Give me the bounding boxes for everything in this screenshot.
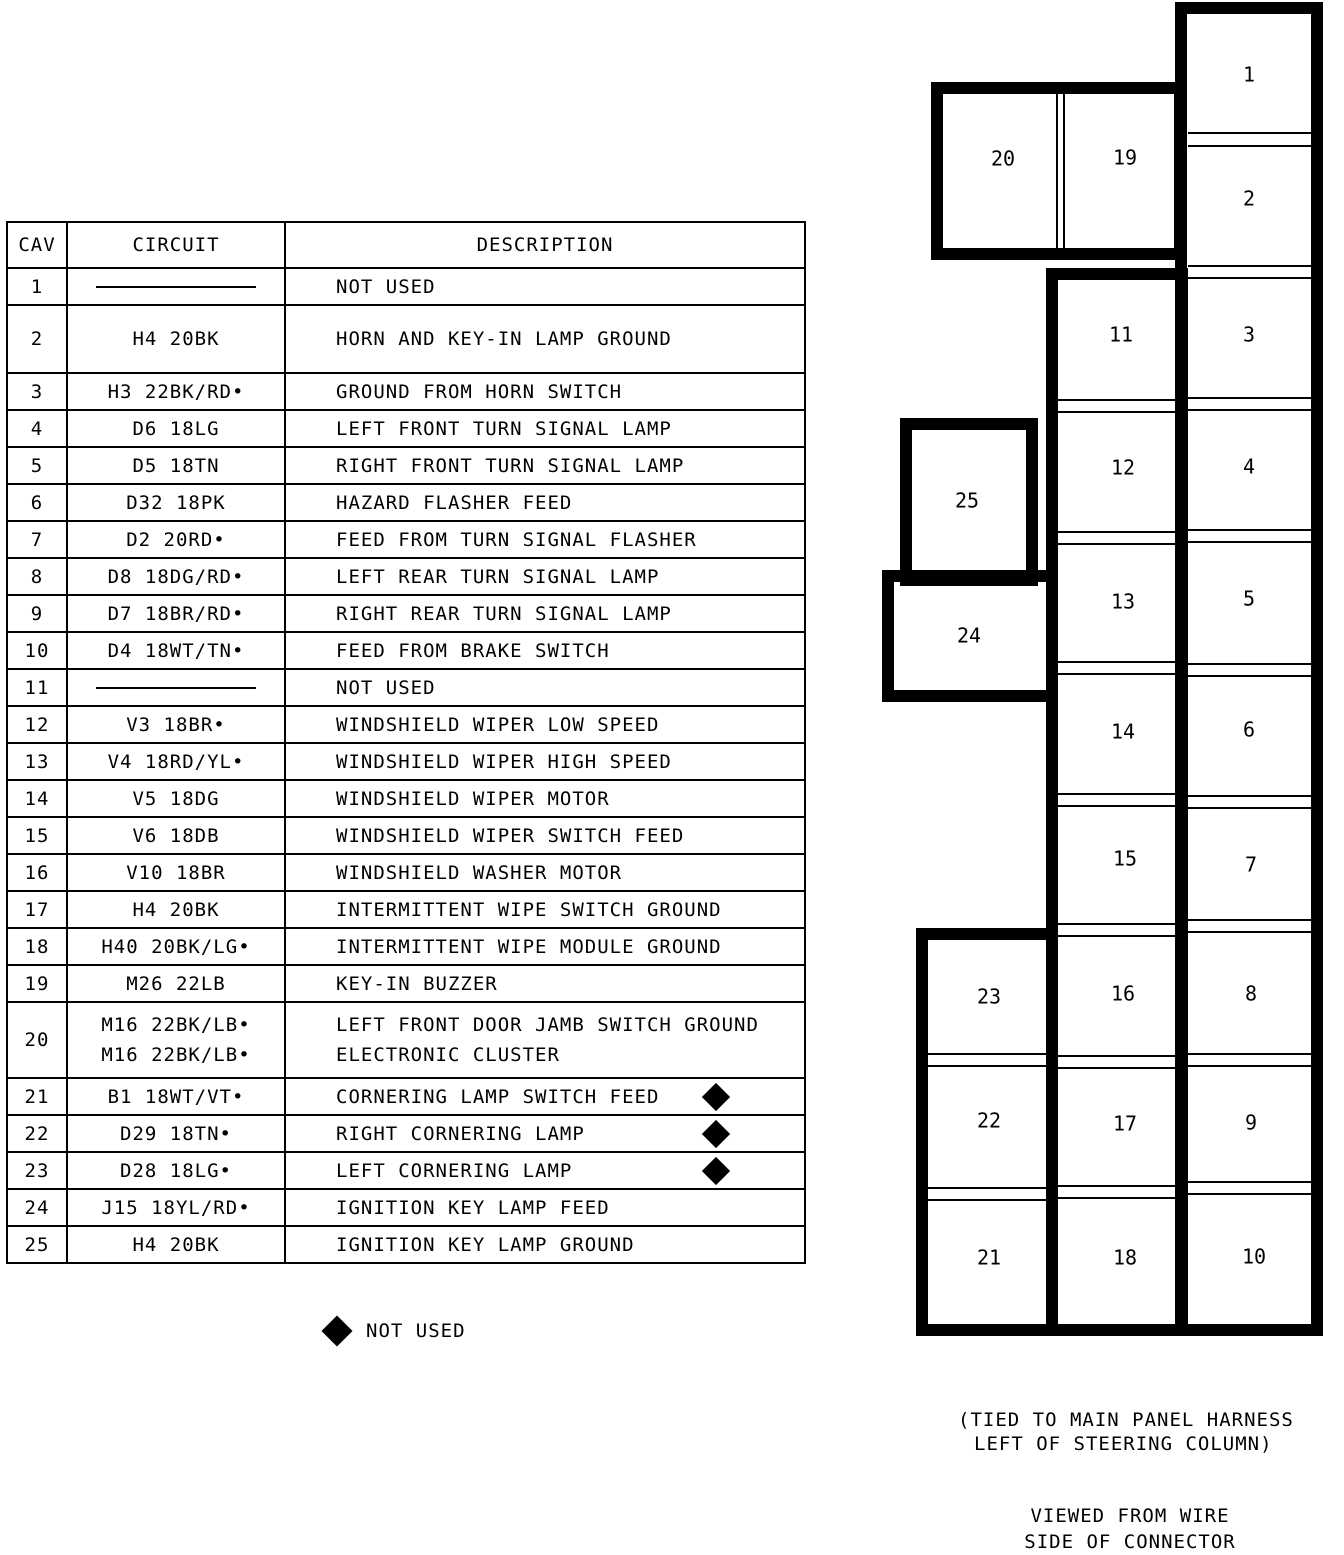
note-line: (TIED TO MAIN PANEL HARNESS bbox=[958, 1409, 1294, 1431]
circuit-code: B1 18WT/VT• bbox=[67, 1078, 285, 1115]
description-cell bbox=[285, 1078, 805, 1115]
cav-number: 17 bbox=[7, 891, 67, 928]
table-row bbox=[7, 1189, 805, 1226]
description: INTERMITTENT WIPE SWITCH GROUND bbox=[285, 891, 805, 928]
description: NOT USED bbox=[285, 669, 805, 706]
table-row bbox=[7, 1115, 805, 1152]
cavity-label: 19 bbox=[1112, 145, 1138, 170]
table-row bbox=[7, 305, 805, 373]
table-row bbox=[7, 780, 805, 817]
circuit-code: H4 20BK bbox=[67, 1226, 285, 1263]
cavity-label: 1 bbox=[1242, 62, 1256, 87]
cavity-label: 20 bbox=[990, 146, 1016, 171]
table-row bbox=[7, 521, 805, 558]
cavity-table bbox=[6, 221, 806, 1264]
table-header-row bbox=[7, 222, 805, 268]
description: RIGHT CORNERING LAMP bbox=[336, 1122, 585, 1145]
cavity-label: 10 bbox=[1241, 1244, 1267, 1269]
table-row bbox=[7, 447, 805, 484]
circuit-code: H40 20BK/LG• bbox=[67, 928, 285, 965]
description: LEFT REAR TURN SIGNAL LAMP bbox=[285, 558, 805, 595]
table-row bbox=[7, 410, 805, 447]
cav-number: 2 bbox=[7, 305, 67, 373]
cav-number: 15 bbox=[7, 817, 67, 854]
table-row bbox=[7, 484, 805, 521]
cavity-label: 5 bbox=[1242, 586, 1256, 611]
table-row bbox=[7, 706, 805, 743]
table-row bbox=[7, 1152, 805, 1189]
table-row bbox=[7, 632, 805, 669]
cav-number: 19 bbox=[7, 965, 67, 1002]
table-row bbox=[7, 373, 805, 410]
description: WINDSHIELD WASHER MOTOR bbox=[285, 854, 805, 891]
description: WINDSHIELD WIPER SWITCH FEED bbox=[285, 817, 805, 854]
harness-tie-note bbox=[940, 1408, 1330, 1456]
header-cav: CAV bbox=[7, 222, 67, 268]
circuit-code: D5 18TN bbox=[67, 447, 285, 484]
description: CORNERING LAMP SWITCH FEED bbox=[336, 1085, 660, 1108]
cav-number: 4 bbox=[7, 410, 67, 447]
description-cell bbox=[285, 1115, 805, 1152]
table-row bbox=[7, 1078, 805, 1115]
note-line: SIDE OF CONNECTOR bbox=[1024, 1531, 1236, 1553]
description: LEFT CORNERING LAMP bbox=[336, 1159, 573, 1182]
cavity-label: 11 bbox=[1108, 322, 1134, 347]
description: LEFT FRONT TURN SIGNAL LAMP bbox=[285, 410, 805, 447]
cavity-label: 25 bbox=[954, 488, 980, 513]
description: WINDSHIELD WIPER MOTOR bbox=[285, 780, 805, 817]
description: ELECTRONIC CLUSTER bbox=[336, 1044, 560, 1066]
cavity-label: 12 bbox=[1110, 455, 1136, 480]
circuit-code: M26 22LB bbox=[67, 965, 285, 1002]
circuit-code: H4 20BK bbox=[67, 891, 285, 928]
cavity-label: 16 bbox=[1110, 981, 1136, 1006]
circuit-code: D32 18PK bbox=[67, 484, 285, 521]
table-row bbox=[7, 965, 805, 1002]
description-cell bbox=[285, 1152, 805, 1189]
description: HAZARD FLASHER FEED bbox=[285, 484, 805, 521]
cavity-label: 8 bbox=[1244, 981, 1258, 1006]
cav-number: 9 bbox=[7, 595, 67, 632]
table-row bbox=[7, 817, 805, 854]
cav-number: 18 bbox=[7, 928, 67, 965]
cav-number: 20 bbox=[7, 1002, 67, 1078]
cav-number: 12 bbox=[7, 706, 67, 743]
cavity-label: 18 bbox=[1112, 1245, 1138, 1270]
description: KEY-IN BUZZER bbox=[285, 965, 805, 1002]
cavity-label: 17 bbox=[1112, 1111, 1138, 1136]
circuit-code: D4 18WT/TN• bbox=[67, 632, 285, 669]
circuit-code-pair bbox=[67, 1002, 285, 1078]
diamond-icon bbox=[321, 1315, 352, 1346]
table-row bbox=[7, 743, 805, 780]
not-used-diamond-icon bbox=[702, 1119, 730, 1147]
cav-number: 13 bbox=[7, 743, 67, 780]
description: RIGHT REAR TURN SIGNAL LAMP bbox=[285, 595, 805, 632]
table-row bbox=[7, 1002, 805, 1078]
description: HORN AND KEY-IN LAMP GROUND bbox=[285, 305, 805, 373]
cav-number: 24 bbox=[7, 1189, 67, 1226]
cav-number: 22 bbox=[7, 1115, 67, 1152]
circuit-code: J15 18YL/RD• bbox=[67, 1189, 285, 1226]
table-row bbox=[7, 891, 805, 928]
note-line: VIEWED FROM WIRE bbox=[1030, 1505, 1230, 1527]
legend bbox=[326, 1320, 466, 1342]
description: WINDSHIELD WIPER LOW SPEED bbox=[285, 706, 805, 743]
circuit-code: D29 18TN• bbox=[67, 1115, 285, 1152]
cavity-label: 6 bbox=[1242, 717, 1256, 742]
cavity-label: 23 bbox=[976, 984, 1002, 1009]
cav-number: 3 bbox=[7, 373, 67, 410]
description: RIGHT FRONT TURN SIGNAL LAMP bbox=[285, 447, 805, 484]
table-row bbox=[7, 669, 805, 706]
description: IGNITION KEY LAMP FEED bbox=[285, 1189, 805, 1226]
cavity-label: 3 bbox=[1242, 322, 1256, 347]
table-row bbox=[7, 928, 805, 965]
cav-number: 23 bbox=[7, 1152, 67, 1189]
cav-number: 11 bbox=[7, 669, 67, 706]
description: FEED FROM BRAKE SWITCH bbox=[285, 632, 805, 669]
table-row bbox=[7, 558, 805, 595]
table-row bbox=[7, 1226, 805, 1263]
cav-number: 14 bbox=[7, 780, 67, 817]
cavity-label: 13 bbox=[1110, 589, 1136, 614]
note-line: LEFT OF STEERING COLUMN) bbox=[974, 1433, 1273, 1455]
not-used-diamond-icon bbox=[702, 1082, 730, 1110]
header-description: DESCRIPTION bbox=[285, 222, 805, 268]
description: GROUND FROM HORN SWITCH bbox=[285, 373, 805, 410]
circuit-code: D6 18LG bbox=[67, 410, 285, 447]
circuit-code: V5 18DG bbox=[67, 780, 285, 817]
connector-column-outline bbox=[1052, 274, 1182, 1330]
cav-number: 8 bbox=[7, 558, 67, 595]
description: WINDSHIELD WIPER HIGH SPEED bbox=[285, 743, 805, 780]
cav-number: 21 bbox=[7, 1078, 67, 1115]
circuit-blank-line bbox=[67, 669, 285, 706]
circuit-code: M16 22BK/LB• bbox=[101, 1014, 251, 1036]
description: INTERMITTENT WIPE MODULE GROUND bbox=[285, 928, 805, 965]
description: NOT USED bbox=[285, 268, 805, 305]
cav-number: 5 bbox=[7, 447, 67, 484]
circuit-code: D28 18LG• bbox=[67, 1152, 285, 1189]
cav-number: 6 bbox=[7, 484, 67, 521]
table-row bbox=[7, 854, 805, 891]
description: FEED FROM TURN SIGNAL FLASHER bbox=[285, 521, 805, 558]
cavity-label: 21 bbox=[976, 1245, 1002, 1270]
circuit-code: V6 18DB bbox=[67, 817, 285, 854]
circuit-code: D8 18DG/RD• bbox=[67, 558, 285, 595]
circuit-code: M16 22BK/LB• bbox=[101, 1044, 251, 1066]
cav-number: 16 bbox=[7, 854, 67, 891]
cavity-label: 9 bbox=[1244, 1110, 1258, 1135]
connector-block-outline bbox=[937, 88, 1180, 254]
cavity-label: 22 bbox=[976, 1108, 1002, 1133]
table-row bbox=[7, 268, 805, 305]
circuit-code: H4 20BK bbox=[67, 305, 285, 373]
circuit-code: D2 20RD• bbox=[67, 521, 285, 558]
cav-number: 7 bbox=[7, 521, 67, 558]
cavity-label: 15 bbox=[1112, 846, 1138, 871]
circuit-code: H3 22BK/RD• bbox=[67, 373, 285, 410]
cav-number: 10 bbox=[7, 632, 67, 669]
cavity-label: 7 bbox=[1244, 852, 1258, 877]
table-row bbox=[7, 595, 805, 632]
cavity-label: 2 bbox=[1242, 186, 1256, 211]
circuit-code: V3 18BR• bbox=[67, 706, 285, 743]
description: LEFT FRONT DOOR JAMB SWITCH GROUND bbox=[336, 1014, 759, 1036]
cavity-label: 24 bbox=[956, 623, 982, 648]
connector-diagram bbox=[870, 0, 1344, 1390]
cavity-label: 14 bbox=[1110, 719, 1136, 744]
circuit-code: D7 18BR/RD• bbox=[67, 595, 285, 632]
circuit-code: V4 18RD/YL• bbox=[67, 743, 285, 780]
not-used-diamond-icon bbox=[702, 1156, 730, 1184]
cav-number: 25 bbox=[7, 1226, 67, 1263]
cavity-label: 4 bbox=[1242, 454, 1256, 479]
description-pair bbox=[285, 1002, 805, 1078]
header-circuit: CIRCUIT bbox=[67, 222, 285, 268]
circuit-code: V10 18BR bbox=[67, 854, 285, 891]
view-orientation-note bbox=[1000, 1503, 1260, 1555]
legend-label: NOT USED bbox=[366, 1320, 466, 1342]
circuit-blank-line bbox=[67, 268, 285, 305]
cav-number: 1 bbox=[7, 268, 67, 305]
description: IGNITION KEY LAMP GROUND bbox=[285, 1226, 805, 1263]
